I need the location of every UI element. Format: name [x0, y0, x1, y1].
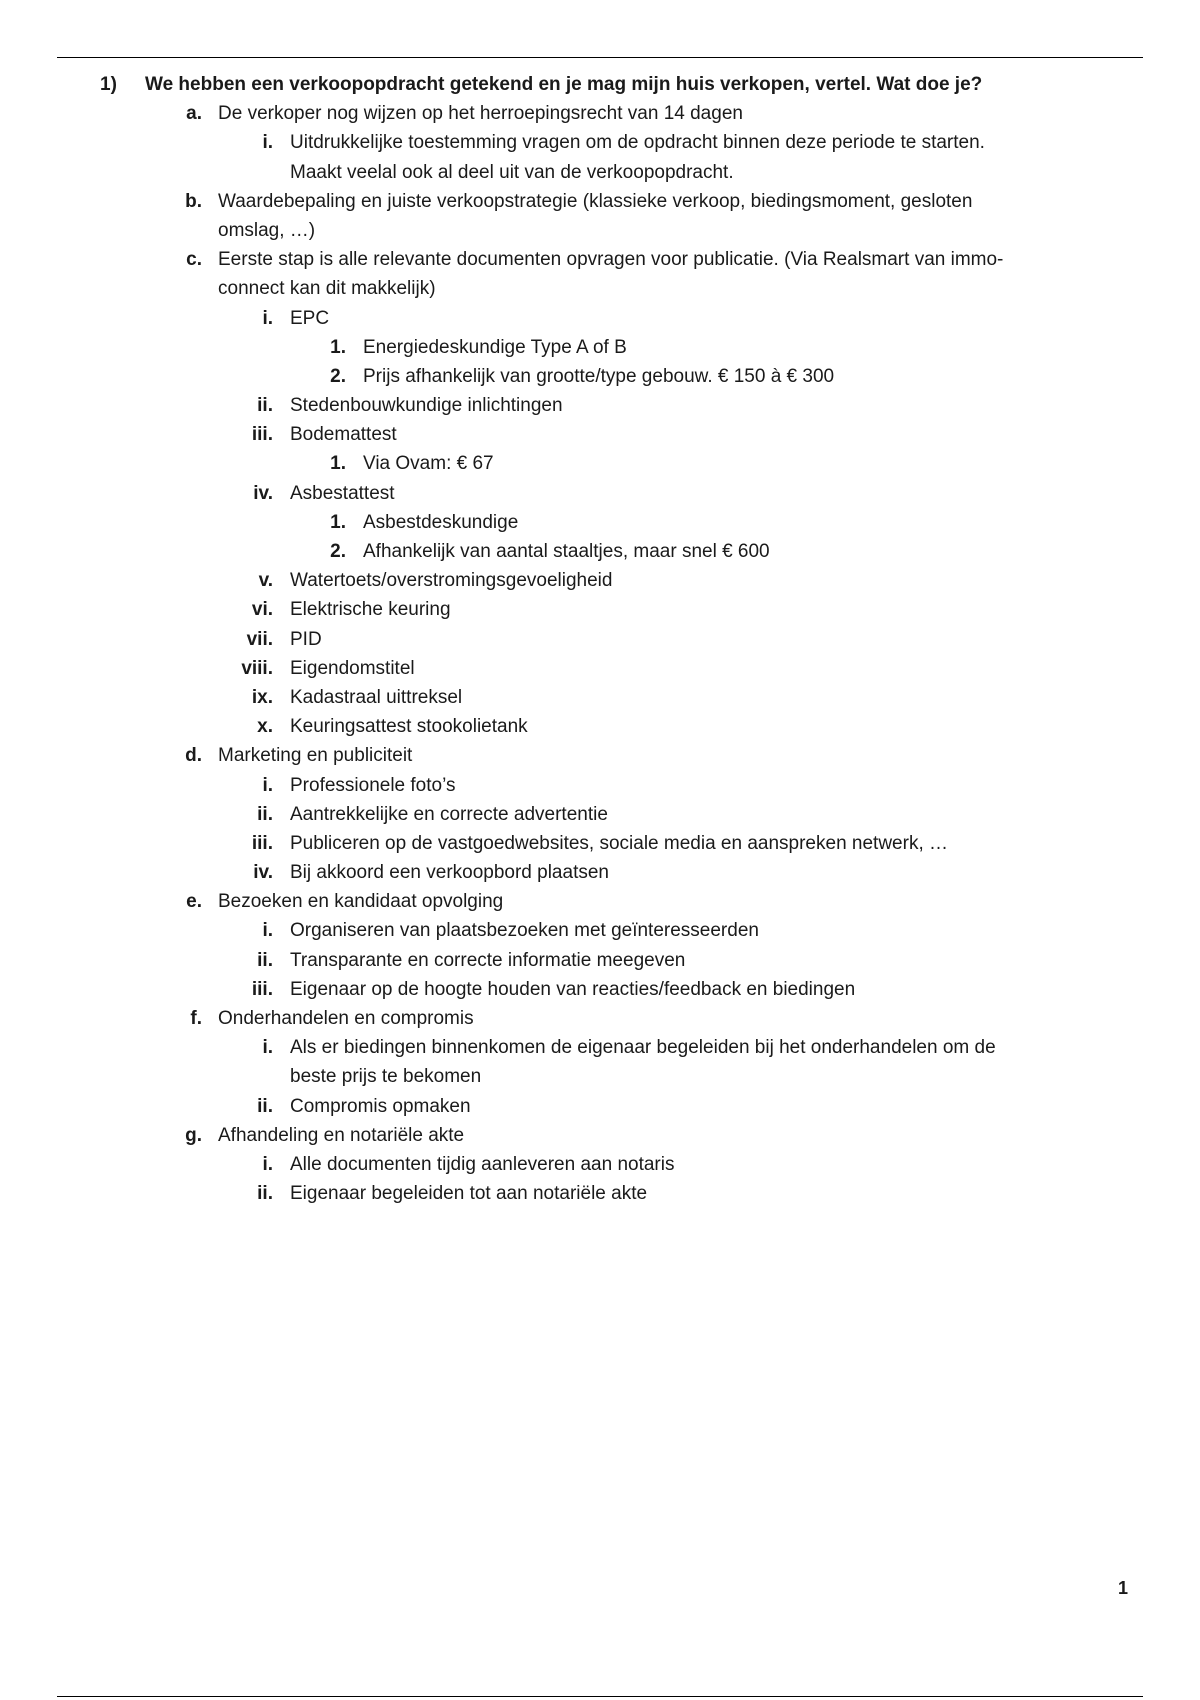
outline-item — [0, 362, 1200, 391]
outline-item — [0, 420, 1200, 449]
list-marker: iii. — [251, 978, 273, 1000]
list-marker: ii. — [257, 1095, 273, 1117]
outline-item — [0, 245, 1200, 274]
outline-item — [0, 858, 1200, 887]
page-number: 1 — [1117, 1578, 1128, 1598]
list-marker: i. — [262, 132, 273, 154]
item-text: omslag, …) — [218, 219, 316, 241]
list-marker: g. — [185, 1124, 202, 1146]
item-text: Afhandeling en notariële akte — [218, 1124, 465, 1146]
item-text: Eigendomstitel — [290, 657, 415, 679]
item-text: Eigenaar begeleiden tot aan notariële akte — [290, 1183, 648, 1205]
list-marker: i. — [262, 920, 273, 942]
list-marker: c. — [186, 249, 202, 271]
list-marker: iii. — [251, 832, 273, 854]
outline-item — [0, 1092, 1200, 1121]
item-text: Via Ovam: € 67 — [363, 453, 494, 475]
item-text: beste prijs te bekomen — [290, 1066, 482, 1088]
outline-item — [0, 70, 1200, 99]
outline-item — [0, 1121, 1200, 1150]
list-marker: 2. — [330, 365, 346, 387]
item-text: EPC — [290, 307, 330, 329]
item-text: Aantrekkelijke en correcte advertentie — [290, 803, 608, 825]
list-marker: i. — [262, 774, 273, 796]
header-rule — [57, 57, 1143, 58]
outline-item — [0, 1004, 1200, 1033]
item-text: Marketing en publiciteit — [218, 745, 413, 767]
list-marker: ii. — [257, 395, 273, 417]
footer-rule — [57, 1696, 1143, 1697]
item-text: Bodemattest — [290, 424, 397, 446]
list-marker: viii. — [241, 657, 273, 679]
item-text: Asbestdeskundige — [363, 511, 519, 533]
item-text: Waardebepaling en juiste verkoopstrategie (klassieke verkoop, biedingsmoment, gesloten — [218, 190, 973, 212]
item-text: Elektrische keuring — [290, 599, 451, 621]
list-marker: i. — [262, 307, 273, 329]
outline-item — [0, 99, 1200, 128]
item-text: Eerste stap is alle relevante documenten opvragen voor publicatie. (Via Realsmart van immo- — [218, 249, 1004, 271]
outline-item — [0, 1150, 1200, 1179]
item-text: Onderhandelen en compromis — [218, 1008, 474, 1029]
outline-item — [0, 683, 1200, 712]
list-marker: 1) — [100, 74, 117, 95]
outline-item — [0, 479, 1200, 508]
item-text: Transparante en correcte informatie meegeven — [290, 949, 686, 971]
item-text: PID — [290, 628, 322, 650]
outline-item — [0, 771, 1200, 800]
list-marker: iv. — [253, 482, 273, 504]
outline-item — [0, 916, 1200, 945]
outline-item — [0, 1179, 1200, 1208]
outline-item — [0, 508, 1200, 537]
item-text: Bezoeken en kandidaat opvolging — [218, 891, 504, 913]
list-marker: d. — [185, 745, 202, 767]
item-text: Stedenbouwkundige inlichtingen — [290, 395, 563, 417]
list-marker: vi. — [251, 599, 273, 621]
item-text: Uitdrukkelijke toestemming vragen om de opdracht binnen deze periode te starten. — [290, 132, 985, 154]
outline-item — [0, 975, 1200, 1004]
list-marker: b. — [185, 190, 202, 212]
list-marker: i. — [262, 1037, 273, 1059]
item-text: Energiedeskundige Type A of B — [363, 336, 627, 358]
outline-list — [0, 70, 1200, 1208]
item-text: Als er biedingen binnenkomen de eigenaar begeleiden bij het onderhandelen om de — [290, 1037, 996, 1059]
item-text: Alle documenten tijdig aanleveren aan notaris — [290, 1153, 675, 1175]
outline-item — [0, 654, 1200, 683]
list-marker: 2. — [330, 541, 346, 562]
list-marker: ii. — [257, 803, 273, 825]
outline-item — [0, 158, 1200, 187]
outline-item — [0, 391, 1200, 420]
list-marker: x. — [257, 716, 273, 738]
outline-item — [0, 1033, 1200, 1062]
item-text: Professionele foto’s — [290, 774, 456, 796]
outline-item — [0, 712, 1200, 741]
outline-item — [0, 1062, 1200, 1091]
item-text: Afhankelijk van aantal staaltjes, maar snel € 600 — [363, 541, 770, 562]
item-text: Maakt veelal ook al deel uit van de verkoopopdracht. — [290, 161, 734, 183]
list-marker: e. — [186, 891, 202, 913]
outline-item — [0, 333, 1200, 362]
item-text: Organiseren van plaatsbezoeken met geïnteresseerden — [290, 920, 759, 942]
item-text: Keuringsattest stookolietank — [290, 716, 528, 738]
list-marker: ii. — [257, 1183, 273, 1205]
list-marker: iii. — [251, 424, 273, 446]
item-text: Bij akkoord een verkoopbord plaatsen — [290, 862, 609, 884]
outline-item — [0, 128, 1200, 157]
list-marker: 1. — [330, 511, 346, 533]
list-marker: f. — [190, 1008, 202, 1029]
list-marker: 1. — [330, 453, 346, 475]
list-marker: vii. — [246, 628, 273, 650]
outline-item — [0, 946, 1200, 975]
list-marker: 1. — [330, 336, 346, 358]
list-marker: i. — [262, 1153, 273, 1175]
item-text: Watertoets/overstromingsgevoeligheid — [290, 570, 613, 592]
item-text: Eigenaar op de hoogte houden van reacties/feedback en biedingen — [290, 978, 856, 1000]
outline-item — [0, 304, 1200, 333]
item-text: Publiceren op de vastgoedwebsites, sociale media en aanspreken netwerk, … — [290, 832, 948, 854]
outline-item — [0, 566, 1200, 595]
list-marker: ii. — [257, 949, 273, 971]
list-marker: iv. — [253, 862, 273, 884]
outline-item — [0, 449, 1200, 478]
list-marker: a. — [186, 103, 202, 125]
list-marker: ix. — [251, 686, 273, 708]
list-marker: v. — [258, 570, 273, 592]
item-text: Prijs afhankelijk van grootte/type gebouw. € 150 à € 300 — [363, 365, 835, 387]
outline-item — [0, 216, 1200, 245]
item-text: Asbestattest — [290, 482, 395, 504]
outline-item — [0, 741, 1200, 770]
item-text: We hebben een verkoopopdracht getekend en je mag mijn huis verkopen, vertel. Wat doe je? — [145, 74, 983, 95]
outline-item — [0, 274, 1200, 303]
item-text: De verkoper nog wijzen op het herroepingsrecht van 14 dagen — [218, 103, 743, 125]
outline-item — [0, 537, 1200, 566]
outline-item — [0, 595, 1200, 624]
outline-item — [0, 187, 1200, 216]
outline-item — [0, 625, 1200, 654]
outline-item — [0, 800, 1200, 829]
outline-item — [0, 887, 1200, 916]
item-text: Kadastraal uittreksel — [290, 686, 463, 708]
outline-item — [0, 829, 1200, 858]
item-text: connect kan dit makkelijk) — [218, 278, 436, 300]
item-text: Compromis opmaken — [290, 1095, 471, 1117]
